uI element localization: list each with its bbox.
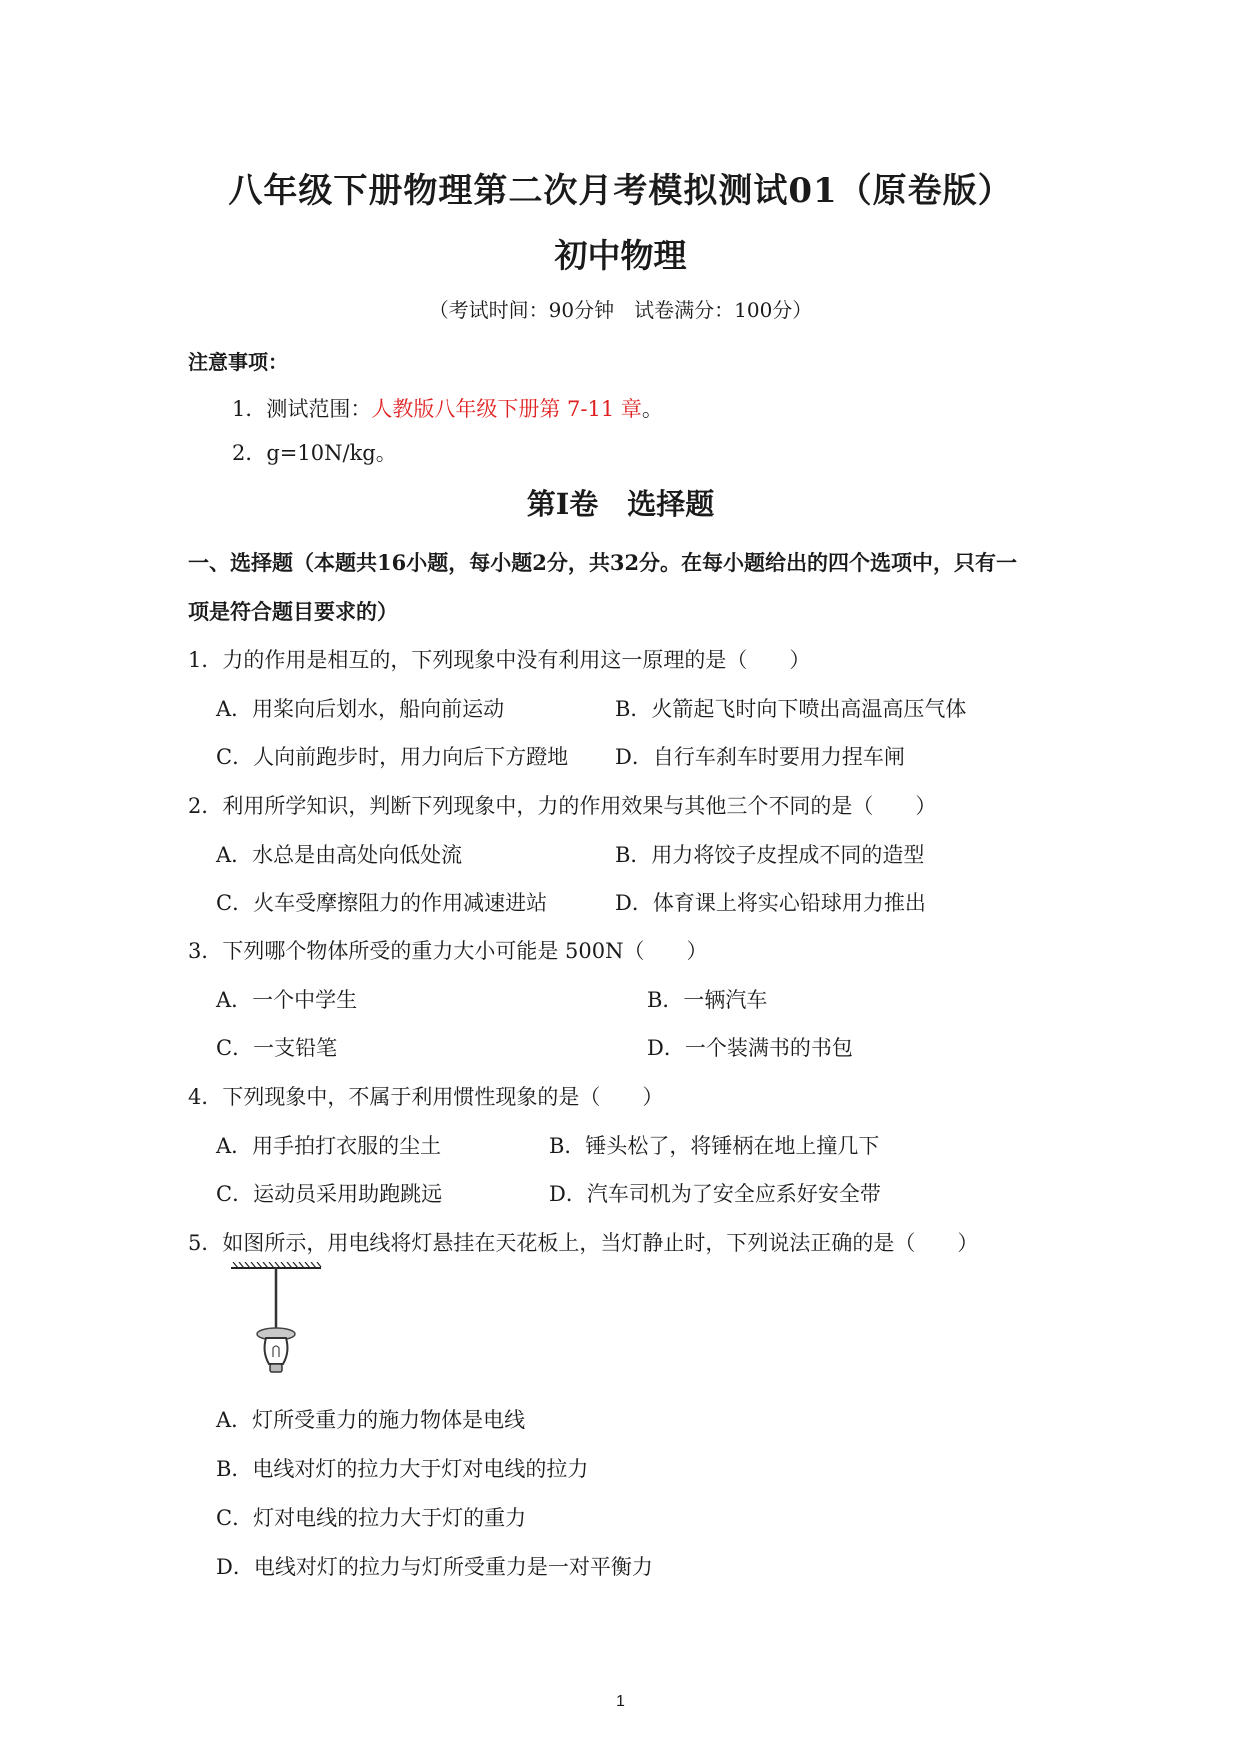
section-heading-line2: 项是符合题目要求的）: [188, 599, 398, 624]
question-1-option-b: B．火箭起飞时向下喷出高温高压气体: [615, 697, 967, 721]
question-5-option-d: D．电线对灯的拉力与灯所受重力是一对平衡力: [216, 1555, 653, 1579]
question-5-option-c: C．灯对电线的拉力大于灯的重力: [216, 1506, 527, 1530]
question-4-option-d: D．汽车司机为了安全应系好安全带: [549, 1182, 881, 1206]
section-heading-line1: 一、选择题（本题共16小题，每小题2分，共32分。在每小题给出的四个选项中，只有一: [188, 550, 1018, 575]
question-2-option-b: B．用力将饺子皮捏成不同的造型: [615, 843, 925, 867]
notice-item-1-suffix: 。: [641, 397, 663, 421]
question-3-option-c: C．一支铅笔: [216, 1036, 338, 1060]
question-2-stem: 2．利用所学知识，判断下列现象中，力的作用效果与其他三个不同的是（ ）: [188, 794, 937, 818]
part-title: 第Ⅰ卷 选择题: [526, 487, 715, 521]
notice-item-1-prefix: 1．测试范围：: [232, 397, 372, 421]
question-2-option-c: C．火车受摩擦阻力的作用减速进站: [216, 891, 548, 915]
page-title: 八年级下册物理第二次月考模拟测试01（原卷版）: [228, 171, 1013, 211]
hanging-lamp-icon: [229, 1262, 329, 1382]
question-3-option-d: D．一个装满书的书包: [647, 1036, 853, 1060]
exam-info: （考试时间：90分钟 试卷满分：100分）: [428, 298, 813, 322]
question-3-stem: 3．下列哪个物体所受的重力大小可能是 500N（ ）: [188, 939, 708, 963]
notice-item-1: [232, 393, 663, 423]
question-5-option-b: B．电线对灯的拉力大于灯对电线的拉力: [216, 1457, 589, 1481]
question-1-option-d: D．自行车刹车时要用力捏车闸: [615, 745, 905, 769]
question-4-option-b: B．锤头松了，将锤柄在地上撞几下: [549, 1134, 880, 1158]
question-5-stem: 5．如图所示，用电线将灯悬挂在天花板上，当灯静止时，下列说法正确的是（ ）: [188, 1231, 979, 1255]
question-1-option-a: A．用桨向后划水，船向前运动: [216, 697, 505, 721]
question-5-option-a: A．灯所受重力的施力物体是电线: [216, 1408, 526, 1432]
question-4-option-c: C．运动员采用助跑跳远: [216, 1182, 443, 1206]
question-4-option-a: A．用手拍打衣服的尘土: [216, 1134, 442, 1158]
question-1-option-c: C．人向前跑步时，用力向后下方蹬地: [216, 745, 569, 769]
question-1-stem: 1．力的作用是相互的，下列现象中没有利用这一原理的是（ ）: [188, 648, 811, 672]
notice-item-2: 2．g=10N/kg。: [232, 441, 397, 465]
page-subtitle: 初中物理: [554, 236, 687, 275]
question-3-option-a: A．一个中学生: [216, 988, 358, 1012]
page-number: 1: [616, 1693, 625, 1710]
question-2-option-a: A．水总是由高处向低处流: [216, 843, 463, 867]
question-3-option-b: B．一辆汽车: [647, 988, 768, 1012]
question-4-stem: 4．下列现象中，不属于利用惯性现象的是（ ）: [188, 1085, 664, 1109]
notice-item-1-scope: 人教版八年级下册第 7-11 章: [371, 397, 642, 421]
question-2-option-d: D．体育课上将实心铅球用力推出: [615, 891, 926, 915]
notice-heading: 注意事项：: [188, 350, 288, 374]
